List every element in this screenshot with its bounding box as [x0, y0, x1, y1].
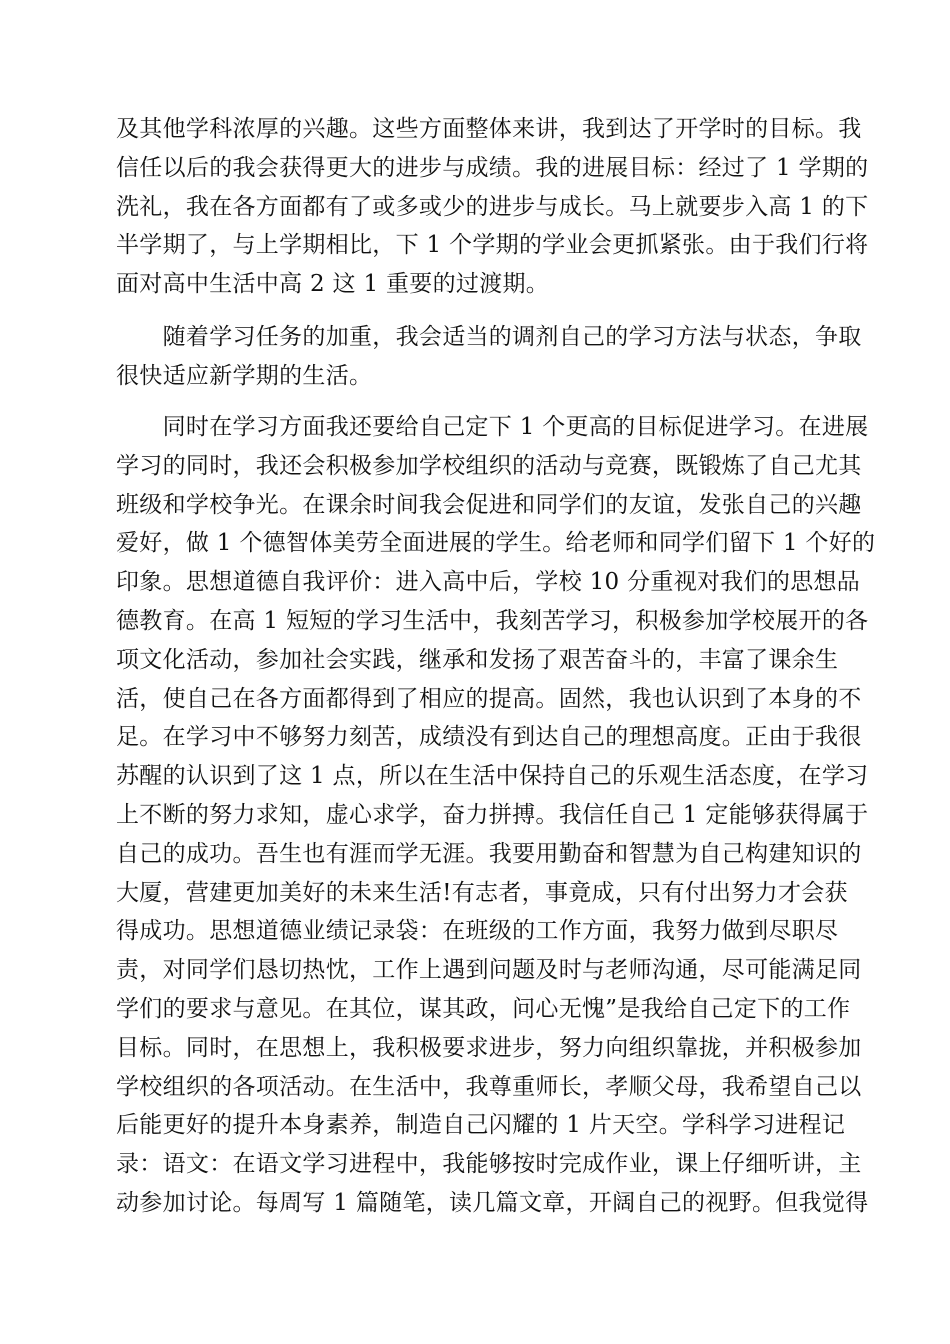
- text-line: 大厦，营建更加美好的未来生活!有志者，事竟成，只有付出努力才会获: [116, 879, 848, 906]
- text-line: 印象。思想道德自我评价：进入高中后，学校 10 分重视对我们的思想品: [116, 569, 861, 596]
- text-line: 班级和学校争光。在课余时间我会促进和同学们的友谊，发张自己的兴趣: [116, 491, 862, 518]
- text-line: 项文化活动，参加社会实践，继承和发扬了艰苦奋斗的，丰富了课余生: [116, 646, 839, 673]
- text-line: 学们的要求与意见。在其位，谋其政，问心无愧”是我给自己定下的工作: [116, 995, 851, 1022]
- text-line: 自己的成功。吾生也有涯而学无涯。我要用勤奋和智慧为自己构建知识的: [116, 840, 862, 867]
- text-line: 责，对同学们恳切热忱，工作上遇到问题及时与老师沟通，尽可能满足同: [116, 957, 862, 984]
- text-line: 半学期了，与上学期相比，下 1 个学期的学业会更抓紧张。由于我们行将: [116, 232, 869, 259]
- text-line: 学习的同时，我还会积极参加学校组织的活动与竞赛，既锻炼了自己尤其: [116, 452, 862, 479]
- text-line: 及其他学科浓厚的兴趣。这些方面整体来讲，我到达了开学时的目标。我: [116, 116, 862, 142]
- paragraph-3: [116, 408, 876, 1223]
- text-line: 随着学习任务的加重，我会适当的调剂自己的学习方法与状态，争取: [116, 324, 862, 350]
- text-line: 上不断的努力求知，虚心求学，奋力拼搏。我信任自己 1 定能够获得属于: [116, 801, 869, 828]
- text-line: 爱好，做 1 个德智体美劳全面进展的学生。给老师和同学们留下 1 个好的: [116, 530, 876, 557]
- text-line: 洗礼，我在各方面都有了或多或少的进步与成长。马上就要步入高 1 的下: [116, 193, 869, 220]
- text-line: 信任以后的我会获得更大的进步与成绩。我的进展目标：经过了 1 学期的: [116, 154, 869, 181]
- text-line: 德教育。在高 1 短短的学习生活中，我刻苦学习，积极参加学校展开的各: [116, 607, 869, 634]
- text-line: 苏醒的认识到了这 1 点，所以在生活中保持自己的乐观生活态度，在学习: [116, 763, 869, 790]
- text-line: 很快适应新学期的生活。: [116, 362, 373, 389]
- text-line: 目标。同时，在思想上，我积极要求进步，努力向组织靠拢，并积极参加: [116, 1034, 862, 1061]
- paragraph-2: [116, 318, 862, 396]
- text-line: 活，使自己在各方面都得到了相应的提高。固然，我也认识到了本身的不: [116, 685, 862, 712]
- text-line: 面对高中生活中高 2 这 1 重要的过渡期。: [116, 271, 550, 298]
- text-line: 得成功。思想道德业绩记录袋：在班级的工作方面，我努力做到尽职尽: [116, 918, 839, 945]
- paragraph-1: [116, 110, 869, 304]
- text-line: 学校组织的各项活动。在生活中，我尊重师长，孝顺父母，我希望自己以: [116, 1073, 862, 1100]
- text-line: 后能更好的提升本身素养，制造自己闪耀的 1 片天空。学科学习进程记: [116, 1112, 846, 1139]
- text-line: 足。在学习中不够努力刻苦，成绩没有到达自己的理想高度。正由于我很: [116, 724, 862, 751]
- text-line: 同时在学习方面我还要给自己定下 1 个更高的目标促进学习。在进展: [116, 414, 869, 440]
- text-line: 录：语文：在语文学习进程中，我能够按时完成作业，课上仔细听讲，主: [116, 1151, 862, 1178]
- text-line: 动参加讨论。每周写 1 篇随笔，读几篇文章，开阔自己的视野。但我觉得: [116, 1189, 869, 1216]
